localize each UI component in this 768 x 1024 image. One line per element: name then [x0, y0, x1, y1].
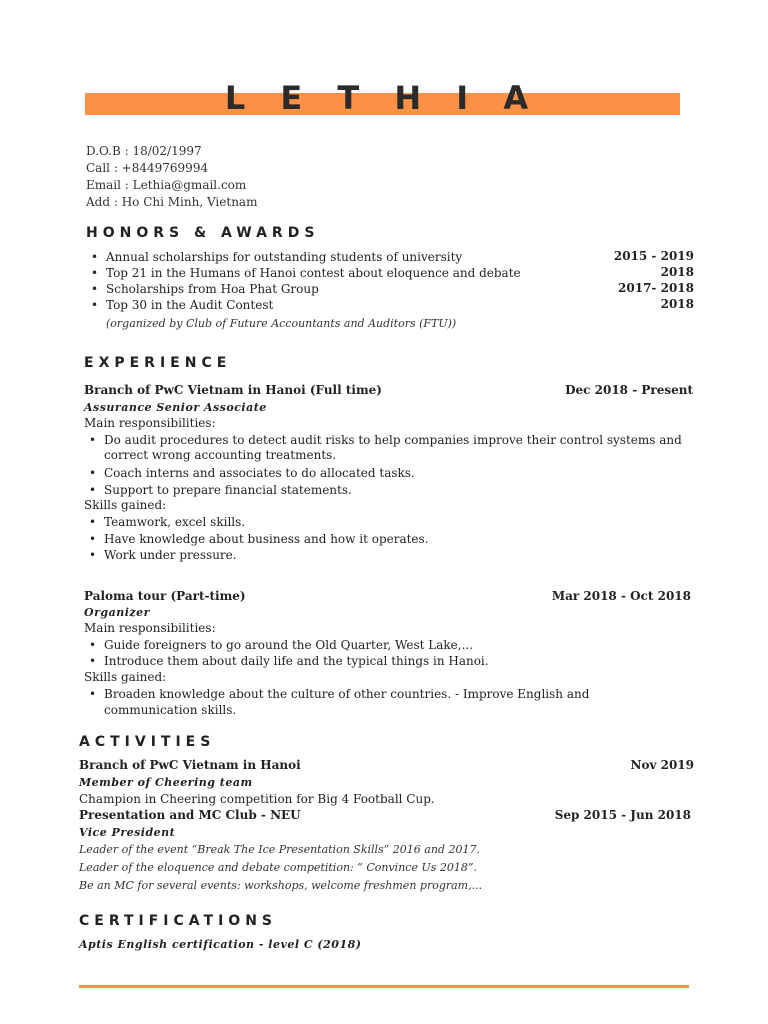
responsibility-item: • Guide foreigners to go around the Old Quarter, West Lake,...: [104, 637, 473, 654]
skill-item: • Work under pressure.: [104, 547, 237, 564]
responsibilities-label: Main responsibilities:: [84, 621, 216, 635]
activity-desc: Champion in Cheering competition for Big 4 Football Cup.: [79, 792, 435, 806]
email-line: Email : Lethia@gmail.com: [86, 178, 247, 192]
skill-item: • Broaden knowledge about the culture of other countries. - Improve English and: [104, 686, 589, 703]
activity-line: Leader of the eloquence and debate competition: “ Convince Us 2018”.: [79, 861, 477, 874]
activity-org: Presentation and MC Club - NEU: [79, 808, 301, 822]
contact-block: [86, 143, 257, 211]
responsibility-item: • Introduce them about daily life and the typical things in Hanoi.: [104, 653, 489, 670]
phone-line: Call : +8449769994: [86, 161, 209, 175]
candidate-name: L E T H I A: [224, 79, 541, 117]
activity-line: Leader of the event “Break The Ice Presentation Skills” 2016 and 2017.: [79, 843, 480, 856]
activities-title: ACTIVITIES: [79, 734, 216, 750]
experience-title: EXPERIENCE: [84, 355, 232, 371]
job-company: Paloma tour (Part-time): [84, 589, 246, 603]
honor-item: • Scholarships from Hoa Phat Group: [106, 281, 319, 298]
responsibility-item: • Do audit procedures to detect audit risks to help companies improve their control systems and: [104, 432, 682, 449]
honors-title: HONORS & AWARDS: [86, 225, 320, 241]
honor-year: 2015 - 2019: [613, 249, 694, 263]
activity-date: Sep 2015 - Jun 2018: [554, 808, 691, 822]
job-role: Organizer: [84, 606, 150, 619]
activity-date: Nov 2019: [630, 758, 694, 772]
skill-item: • Have knowledge about business and how it operates.: [104, 531, 429, 548]
honor-item: • Top 21 in the Humans of Hanoi contest about eloquence and debate: [106, 265, 521, 282]
activity-line: Be an MC for several events: workshops, welcome freshmen program,...: [79, 879, 483, 892]
honor-item: • Top 30 in the Audit Contest: [106, 297, 273, 314]
responsibility-item: • Support to prepare financial statements.: [104, 482, 352, 499]
skill-continuation: communication skills.: [104, 703, 237, 717]
skills-label: Skills gained:: [84, 670, 167, 684]
activity-org: Branch of PwC Vietnam in Hanoi: [79, 758, 301, 772]
activity-role: Vice President: [79, 826, 176, 839]
job-company: Branch of PwC Vietnam in Hanoi (Full time): [84, 383, 382, 397]
honor-item: • Annual scholarships for outstanding students of university: [106, 249, 462, 266]
honor-note: (organized by Club of Future Accountants and Auditors (FTU)): [106, 317, 457, 330]
certification-item: Aptis English certification - level C (2018): [79, 938, 362, 951]
job-role: Assurance Senior Associate: [84, 401, 267, 414]
dob-line: D.O.B : 18/02/1997: [86, 144, 202, 158]
bottom-accent-line: [79, 985, 689, 988]
activity-role: Member of Cheering team: [79, 776, 253, 789]
job-date: Mar 2018 - Oct 2018: [551, 589, 691, 603]
honor-year: 2017- 2018: [618, 281, 694, 295]
certifications-title: CERTIFICATIONS: [79, 913, 278, 929]
responsibility-item: • Coach interns and associates to do allocated tasks.: [104, 465, 415, 482]
skills-label: Skills gained:: [84, 498, 167, 512]
address-line: Add : Ho Chi Minh, Vietnam: [86, 195, 258, 209]
job-date: Dec 2018 - Present: [565, 383, 693, 397]
honor-year: 2018: [660, 297, 694, 311]
responsibility-continuation: correct wrong accounting treatments.: [104, 448, 337, 462]
honor-year: 2018: [660, 265, 694, 279]
skill-item: • Teamwork, excel skills.: [104, 514, 245, 531]
responsibilities-label: Main responsibilities:: [84, 416, 216, 430]
